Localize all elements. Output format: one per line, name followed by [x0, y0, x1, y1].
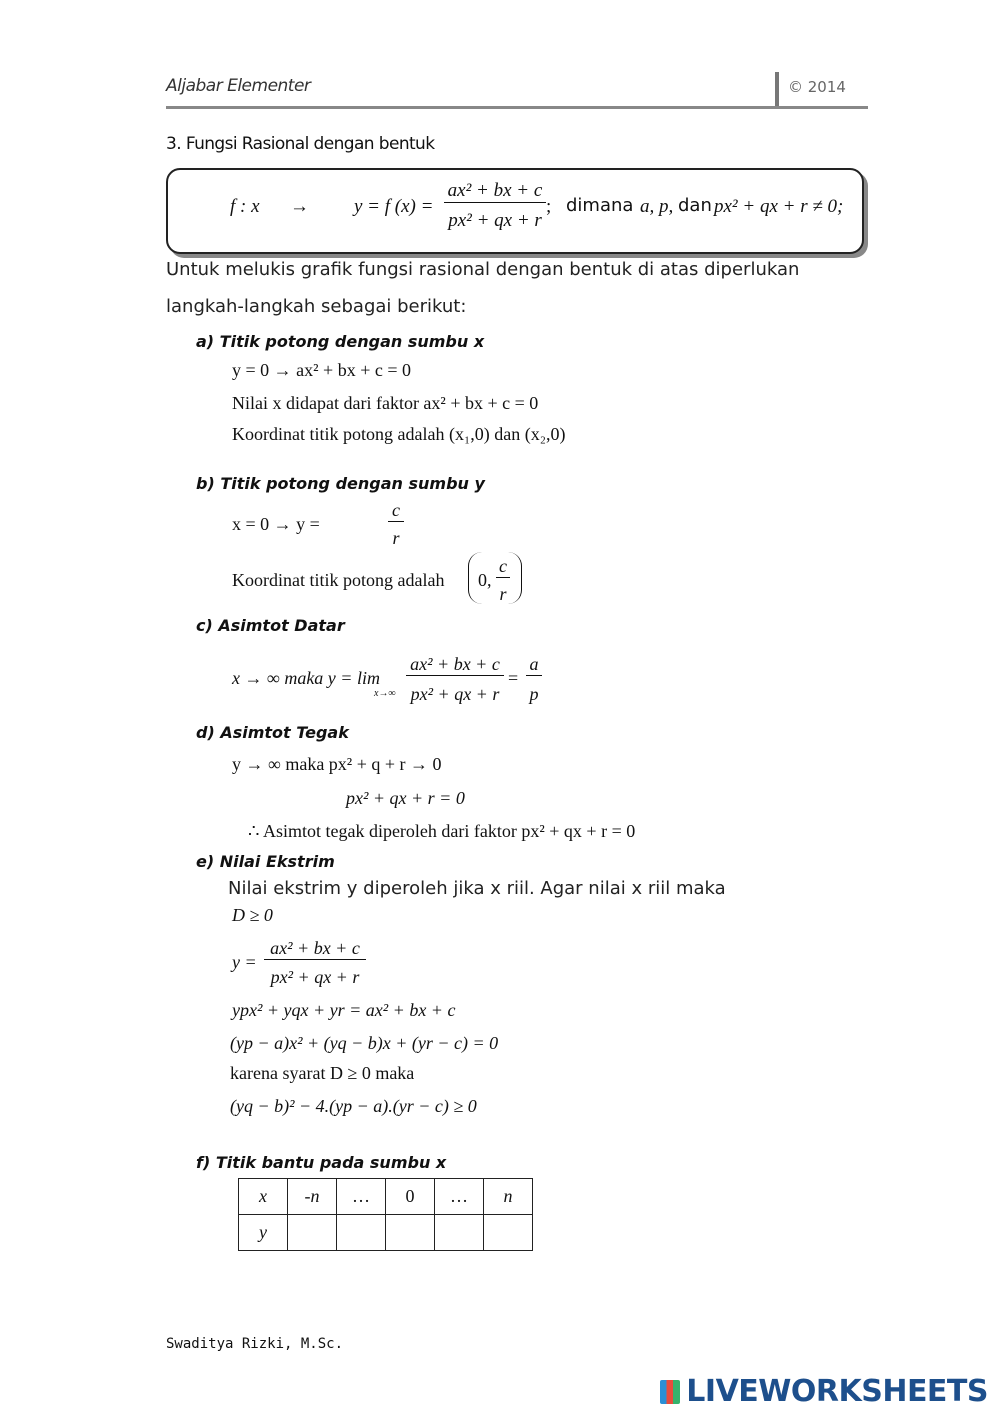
footer-author: Swaditya Rizki, M.Sc.	[166, 1336, 344, 1352]
brand-icon	[660, 1380, 680, 1404]
step-e-den: px² + qx + r	[270, 967, 360, 987]
step-b-eq1: x = 0 → y =	[232, 514, 320, 534]
step-e-eq0: D ≥ 0	[232, 905, 273, 925]
step-c-num2: a	[526, 654, 542, 676]
table-input-cell[interactable]	[337, 1215, 386, 1251]
step-b-frac-pre: 0,	[478, 570, 492, 590]
step-c-title: c) Asimtot Datar	[196, 616, 345, 635]
definition-numerator: ax² + bx + c	[444, 180, 546, 203]
step-c-eq-left: x → ∞ maka y = lim	[232, 668, 380, 688]
table-cell: 0	[386, 1179, 435, 1215]
step-b-title: b) Titik potong dengan sumbu y	[196, 474, 485, 493]
definition-dimana: dimana	[566, 195, 634, 216]
table-input-cell[interactable]	[386, 1215, 435, 1251]
intro-line-1: Untuk melukis grafik fungsi rasional dengan bentuk di atas diperlukan	[166, 259, 800, 280]
step-d-eq1: y → ∞ maka px² + q + r → 0	[232, 754, 442, 774]
header-title: Aljabar Elementer	[166, 76, 311, 96]
step-e-eq5: (yq − b)² − 4.(yp − a).(yr − c) ≥ 0	[230, 1096, 477, 1116]
header-year: © 2014	[788, 78, 846, 96]
step-c-eq-sign: =	[508, 668, 519, 688]
table-input-cell[interactable]	[484, 1215, 533, 1251]
step-d-eq2: px² + qx + r = 0	[346, 788, 465, 808]
table-input-cell[interactable]	[288, 1215, 337, 1251]
step-d-title: d) Asimtot Tegak	[196, 723, 349, 742]
step-e-eq2: ypx² + yqx + yr = ax² + bx + c	[232, 1000, 456, 1020]
header-rule	[166, 106, 868, 109]
step-a-eq1: y = 0 → ax² + bx + c = 0	[232, 360, 411, 380]
table-cell: …	[337, 1179, 386, 1215]
step-f-title: f) Titik bantu pada sumbu x	[196, 1153, 447, 1172]
table-cell: x	[239, 1179, 288, 1215]
step-b-eq2: Koordinat titik potong adalah	[232, 570, 445, 590]
step-e-text: Nilai ekstrim y diperoleh jika x riil. Agar nilai x riil maka	[228, 878, 726, 899]
intro-line-2: langkah-langkah sebagai berikut:	[166, 296, 467, 317]
brand-logo	[660, 1374, 988, 1409]
definition-dan: dan	[678, 195, 712, 216]
table-row	[239, 1215, 533, 1251]
definition-denominator: px² + qx + r	[448, 210, 542, 231]
step-e-eq1-left: y =	[232, 952, 257, 972]
table-cell: n	[484, 1179, 533, 1215]
definition-left: f : x	[230, 196, 260, 217]
table-cell: y	[239, 1215, 288, 1251]
brand-name: LIVEWORKSHEETS	[686, 1374, 988, 1409]
step-b-paren	[468, 552, 522, 604]
step-c-den: px² + qx + r	[410, 684, 500, 704]
step-c-num: ax² + bx + c	[406, 654, 504, 676]
step-c-den2: p	[529, 684, 539, 704]
helper-points-table	[238, 1178, 533, 1251]
table-cell: …	[435, 1179, 484, 1215]
header-divider	[775, 72, 779, 108]
step-b-den: r	[392, 528, 400, 548]
step-b-num-2: c	[496, 556, 510, 578]
step-e-title: e) Nilai Ekstrim	[196, 852, 335, 871]
table-input-cell[interactable]	[435, 1215, 484, 1251]
step-e-num: ax² + bx + c	[264, 938, 366, 960]
step-d-eq3: ∴ Asimtot tegak diperoleh dari faktor px² + qx + r = 0	[248, 821, 636, 841]
step-e-eq4: karena syarat D ≥ 0 maka	[230, 1063, 415, 1083]
step-a-eq2: Nilai x didapat dari faktor ax² + bx + c = 0	[232, 393, 539, 413]
definition-y-eq: y = f (x) =	[354, 196, 434, 217]
definition-semicolon: ;	[546, 196, 552, 217]
step-c-lim-sub: x→∞	[374, 688, 396, 699]
step-b-num: c	[388, 500, 404, 522]
definition-vars: a, p,	[640, 196, 674, 217]
step-a-title: a) Titik potong dengan sumbu x	[196, 332, 485, 351]
section-title: 3. Fungsi Rasional dengan bentuk	[166, 134, 435, 154]
step-a-eq3: Koordinat titik potong adalah (x₁,0) dan (x₂,0)	[232, 424, 566, 444]
table-row	[239, 1179, 533, 1215]
step-e-eq3: (yp − a)x² + (yq − b)x + (yr − c) = 0	[230, 1033, 499, 1053]
definition-condition: px² + qx + r ≠ 0;	[714, 196, 844, 217]
table-cell: -n	[288, 1179, 337, 1215]
definition-arrow: →	[290, 196, 309, 217]
step-b-den-2: r	[499, 584, 507, 604]
